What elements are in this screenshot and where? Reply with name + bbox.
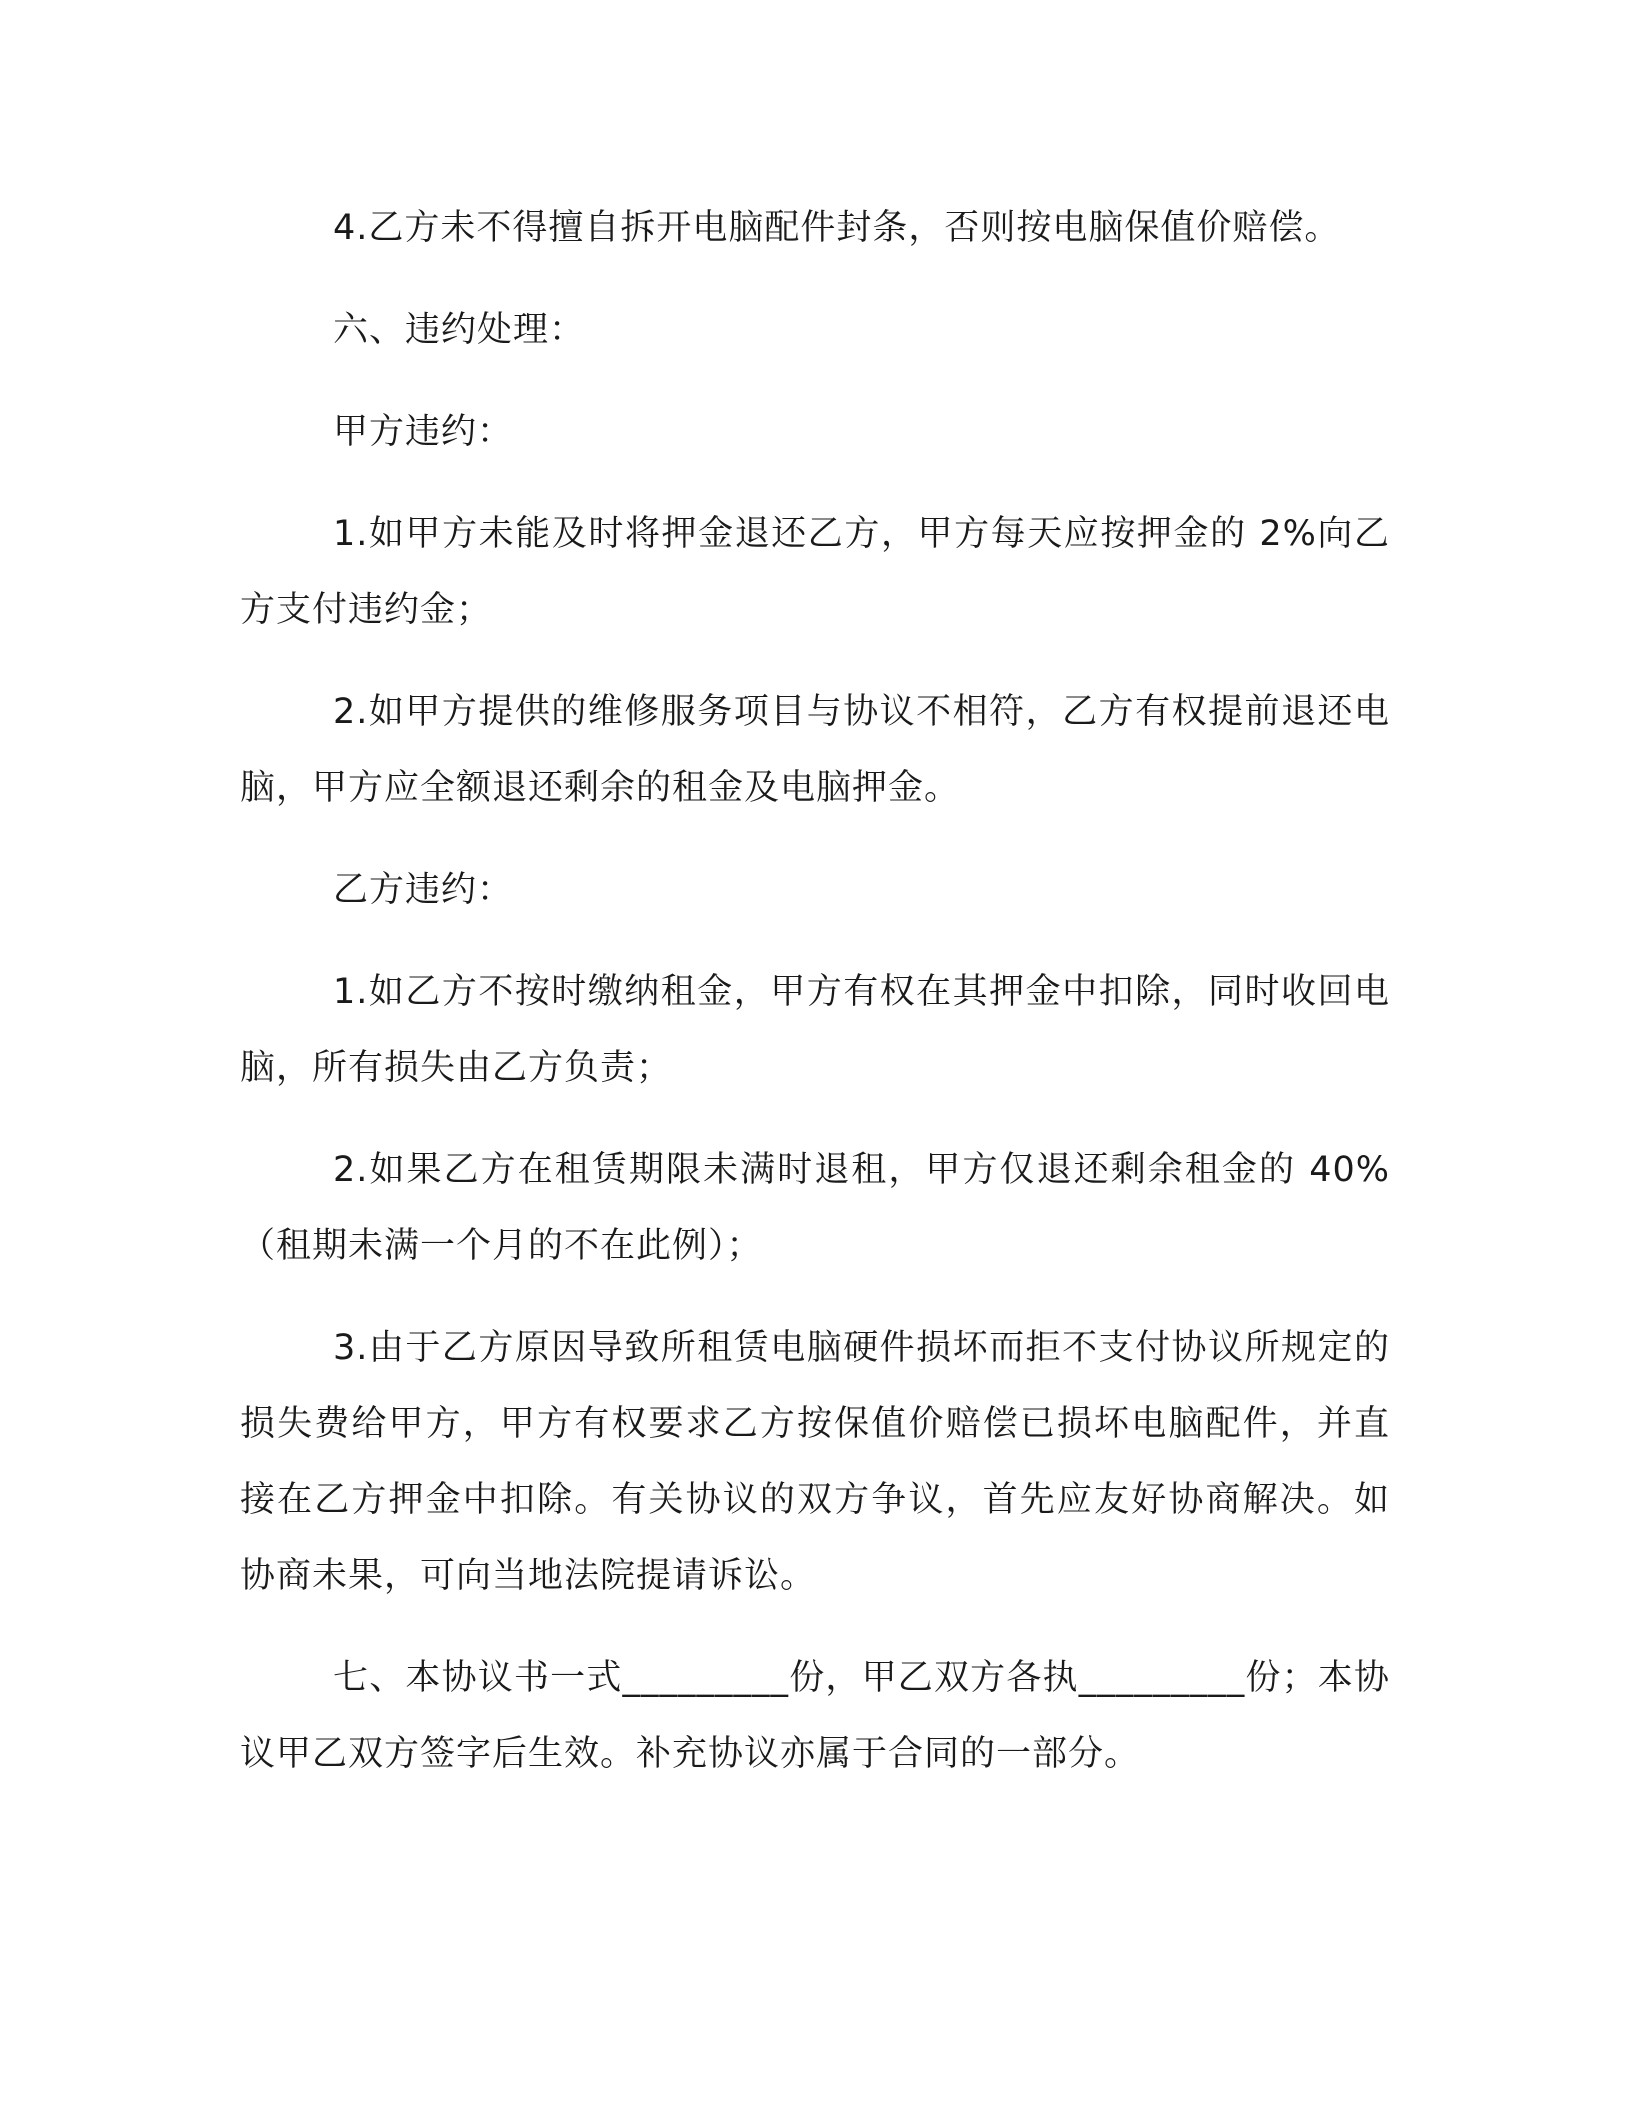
party-a-breach-item-2: 2.如甲方提供的维修服务项目与协议不相符，乙方有权提前退还电脑，甲方应全额退还剩余的租金及电脑押金。 bbox=[240, 692, 1390, 808]
document-body bbox=[240, 190, 1390, 1792]
party-b-breach-heading: 乙方违约： bbox=[333, 870, 514, 910]
section-7-copies-clause: 七、本协议书一式_________份，甲乙双方各执_________份；本协议甲乙双方签字后生效。补充协议亦属于合同的一部分。 bbox=[240, 1658, 1390, 1774]
party-a-breach-heading: 甲方违约： bbox=[333, 412, 514, 452]
section-6-heading: 六、违约处理： bbox=[333, 310, 586, 350]
party-b-breach-item-2: 2.如果乙方在租赁期限未满时退租，甲方仅退还剩余租金的 40%（租期未满一个月的不在此例）； bbox=[240, 1150, 1390, 1266]
party-a-breach-item-1: 1.如甲方未能及时将押金退还乙方，甲方每天应按押金的 2%向乙方支付违约金； bbox=[240, 514, 1390, 630]
party-b-breach-item-3: 3.由于乙方原因导致所租赁电脑硬件损坏而拒不支付协议所规定的损失费给甲方，甲方有权要求乙方按保值价赔偿已损坏电脑配件，并直接在乙方押金中扣除。有关协议的双方争议，首先应友好协商解决。如协商未果，可向当地法院提请诉讼。 bbox=[240, 1328, 1390, 1596]
party-b-breach-item-1: 1.如乙方不按时缴纳租金，甲方有权在其押金中扣除，同时收回电脑，所有损失由乙方负责； bbox=[240, 972, 1390, 1088]
clause-5-item-4: 4.乙方未不得擅自拆开电脑配件封条，否则按电脑保值价赔偿。 bbox=[333, 208, 1341, 248]
